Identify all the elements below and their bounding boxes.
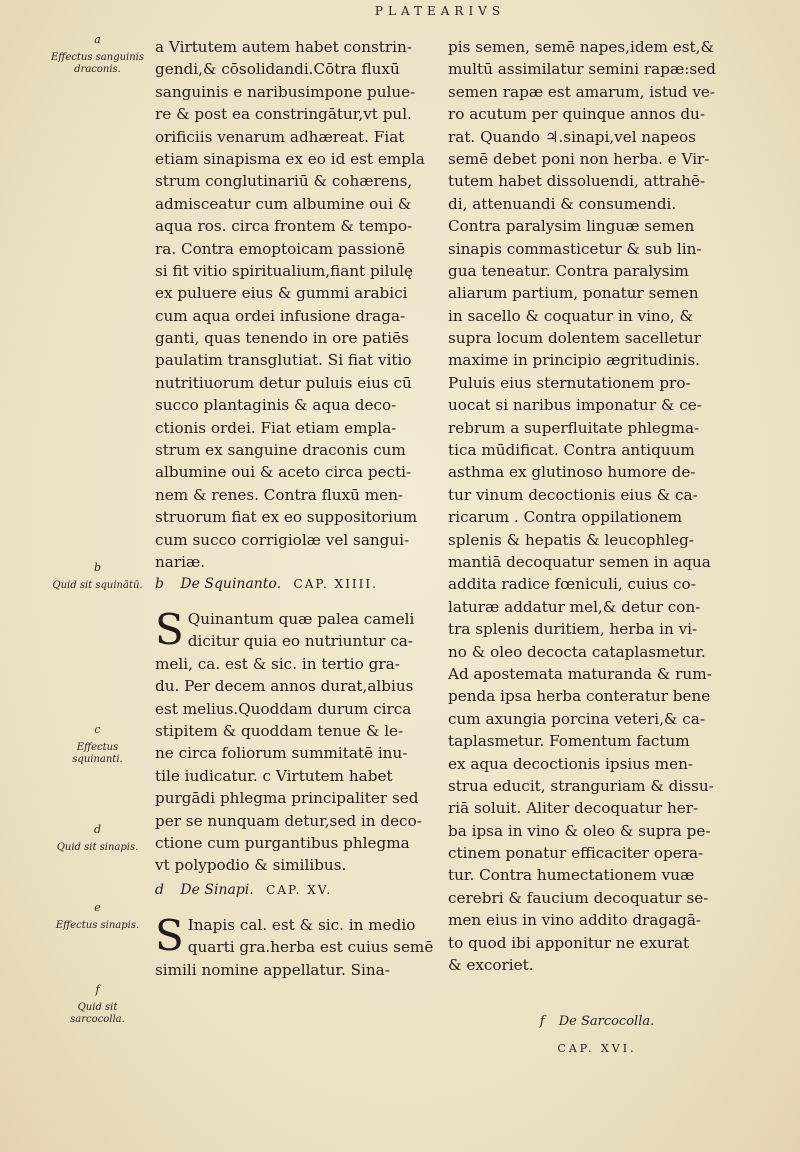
text-line: penda ipsa herba conteratur bene [448,687,711,706]
running-head [0,4,800,18]
chapter-heading-sarcocolla [448,1012,746,1032]
text-line: ro acutum per quinque annos du- [448,105,705,124]
text-line: ex aqua decoctionis ipsius men- [448,754,693,773]
text-line: purgādi phlegma principaliter sed [155,789,419,808]
margin-note-b [50,562,145,592]
text-line: taplasmetur. Fomentum factum [448,732,690,751]
text-line: strua educit, stranguriam & dissu- [448,776,714,795]
text-line: in sacello & coquatur in vino, & [448,306,694,325]
text-line: tica mūdificat. Contra antiquum [448,441,695,460]
margin-note-text: Quid sit squinātū. [52,580,143,591]
text-line: cum axungia porcina veteri,& ca- [448,709,705,728]
margin-note-text: Effectus sanguinis draconis. [50,52,145,75]
text-line: Inapis cal. est & sic. in medio [187,916,416,934]
text-line: rat. Quando ♃.sinapi,vel napeos [448,127,696,146]
margin-note-d [50,824,145,854]
text-line: etiam sinapisma ex eo id est empla [155,149,425,168]
text-line: tra splenis duritiem, herba in vi- [448,620,698,639]
drop-cap: S [155,911,184,960]
margin-note-a [50,34,145,76]
text-line: pis semen, semē napes,idem est,& [448,38,715,56]
margin-note-text: Quid sit sarcocolla. [70,1002,125,1025]
text-line: admisceatur cum albumine oui & [155,194,412,213]
text-line: rebrum a superfluitate phlegma- [448,418,700,437]
text-line: aliarum partium, ponatur semen [448,284,699,303]
text-line: nariæ. [155,552,206,571]
text-line: simili nomine appellatur. Sina- [155,960,390,979]
heading-chapter-number: CAP. XV. [266,883,333,897]
text-line: tile iudicatur. c Virtutem habet [155,766,393,785]
margin-note-letter: b [93,561,102,574]
running-head-text: PLATEARIVS [374,4,506,18]
text-line: strum conglutinariū & cohærens, [155,172,413,191]
text-line: ex puluere eius & gummi arabici [155,284,408,303]
text-line: Puluis eius sternutationem pro- [448,373,691,392]
text-line: di, attenuandi & consumendi. [448,194,677,213]
margin-note-letter: c [94,723,101,736]
text-line: men eius in vino addito dragagā- [448,911,702,930]
chapter-heading-sinapi [155,880,433,900]
heading-marker: f [539,1014,545,1029]
heading-title: De Sinapi. [180,882,254,898]
text-line: cum aqua ordei infusione draga- [155,306,406,325]
chapter-heading-squinanto [155,574,433,594]
text-line: Ad apostemata maturanda & rum- [448,664,712,683]
heading-title: De Sarcocolla. [558,1014,655,1029]
text-line: semen rapæ est amarum, istud ve- [448,82,716,101]
text-line: ctinem ponatur efficaciter opera- [448,844,704,863]
text-line: stipitem & quoddam tenue & le- [155,721,404,740]
text-line: tur vinum decoctionis eius & ca- [448,485,698,504]
heading-marker: b [155,576,164,592]
text-line: ganti, quas tenendo in ore patiēs [155,329,409,348]
margin-note-letter: e [94,901,101,914]
text-line: ra. Contra emoptoicam passionē [155,239,406,258]
text-line: est melius.Quoddam durum circa [155,699,412,718]
margin-note-f [50,984,145,1026]
text-line: to quod ibi apponitur ne exurat [448,933,690,952]
text-line: supra locum dolentem sacelletur [448,329,701,348]
margin-note-letter: a [94,33,101,46]
paragraph-squinanto [155,605,433,877]
text-line: no & oleo decocta cataplasmetur. [448,642,706,661]
heading-chapter-number: CAP. XIIII. [293,577,378,591]
heading-marker: d [155,882,164,898]
paragraph-sanguis-draconis [155,36,433,573]
text-line: Quinantum quæ palea cameli [187,610,415,628]
text-line: asthma ex glutinoso humore de- [448,463,696,482]
text-line: sanguinis e naribusimpone pulue- [155,82,416,101]
text-line: ctione cum purgantibus phlegma [155,833,410,852]
margin-note-c [50,724,145,766]
margin-note-text: Quid sit sinapis. [56,842,139,853]
text-line: nem & renes. Contra fluxū men- [155,485,403,504]
text-line: uocat si naribus imponatur & ce- [448,396,702,415]
text-line: meli, ca. est & sic. in tertio gra- [155,654,400,673]
paragraph-sinapi-continued [448,36,746,976]
margin-note-text: Effectus sinapis. [55,920,140,931]
text-line: cum succo corrigiolæ vel sangui- [155,530,410,549]
text-line: strum ex sanguine draconis cum [155,441,406,460]
text-line: gendi,& cōsolidandi.Cōtra fluxū [155,60,400,79]
text-line: albumine oui & aceto circa pecti- [155,463,412,482]
text-line: succo plantaginis & aqua deco- [155,396,397,415]
text-line: gua teneatur. Contra paralysim [448,261,689,280]
text-line: orificiis venarum adhæreat. Fiat [155,127,405,146]
text-line: ne circa foliorum summitatē inu- [155,744,408,763]
text-line: maxime in principio ægritudinis. [448,351,700,370]
text-line: vt polypodio & similibus. [155,856,347,875]
drop-cap: S [155,605,184,654]
text-line: splenis & hepatis & leucophleg- [448,530,694,549]
text-line: paulatim transglutiat. Si fiat vitio [155,351,412,370]
heading-chapter-number: CAP. XVI. [557,1042,637,1055]
text-line: nutritiuorum detur puluis eius cū [155,373,412,392]
text-line: tur. Contra humectationem vuæ [448,866,695,885]
margin-note-letter: d [93,823,102,836]
text-line: addita radice fœniculi, cuius co- [448,575,696,594]
text-line: quarti gra.herba est cuius semē [187,938,433,957]
text-line: Contra paralysim linguæ semen [448,217,695,236]
text-line: laturæ addatur mel,& detur con- [448,597,701,616]
paragraph-sinapi [155,911,433,981]
margin-note-letter: f [95,983,100,996]
text-line: re & post ea constringātur,vt pul. [155,105,412,124]
margin-note-text: Effectus squinanti. [72,742,123,765]
text-line: ctionis ordei. Fiat etiam empla- [155,418,397,437]
text-line: per se nunquam detur,sed in deco- [155,811,422,830]
text-line: ricarum . Contra oppilationem [448,508,683,527]
text-line: cerebri & faucium decoquatur se- [448,888,709,907]
margin-notes [50,34,145,1134]
text-line: riā soluit. Aliter decoquatur her- [448,799,699,818]
margin-note-e [50,902,145,932]
text-line: dicitur quia eo nutriuntur ca- [187,632,413,651]
text-line: tutem habet dissoluendi, attrahē- [448,172,706,191]
text-line: & excoriet. [448,956,534,975]
text-line: struorum fiat ex eo suppositorium [155,508,418,527]
text-line: semē debet poni non herba. e Vir- [448,149,710,168]
text-line: sinapis commasticetur & sub lin- [448,239,702,258]
text-line: si fit vitio spiritualium,fiant pilulę [155,261,414,280]
text-line: ba ipsa in vino & oleo & supra pe- [448,821,711,840]
text-line: du. Per decem annos durat,albius [155,677,414,696]
heading-title: De Squinanto. [180,576,282,592]
text-line: mantiā decoquatur semen in aqua [448,552,711,571]
text-line: aqua ros. circa frontem & tempo- [155,217,413,236]
text-line: multū assimilatur semini rapæ:sed [448,60,716,79]
text-line: a Virtutem autem habet constrin- [155,38,412,56]
